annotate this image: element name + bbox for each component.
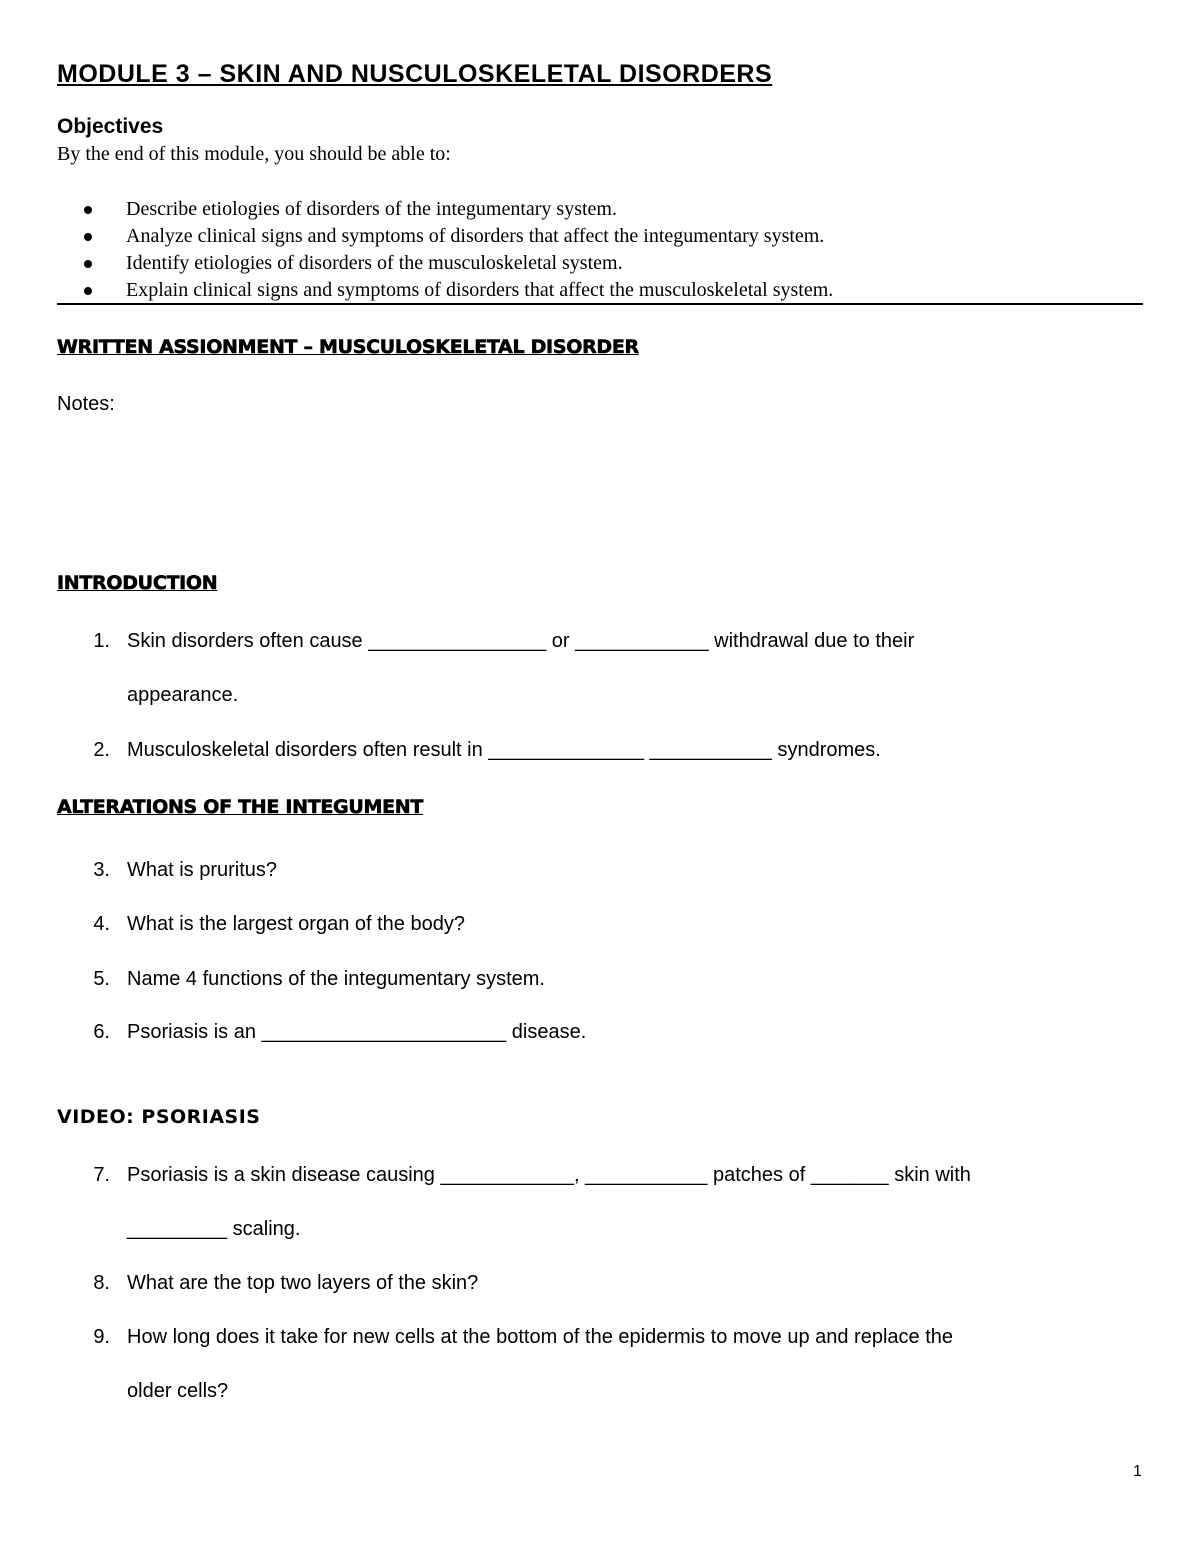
question-text: What are the top two layers of the skin? [127, 1272, 479, 1294]
bullet-icon [84, 233, 92, 241]
question-number: 6. [93, 1021, 110, 1043]
objective-item: Describe etiologies of disorders of the integumentary system. [84, 198, 833, 225]
question-number: 4. [93, 913, 110, 935]
section-divider [57, 303, 1143, 305]
question-number: 2. [93, 739, 110, 761]
bullet-icon [84, 287, 92, 295]
video-heading: VIDEO: PSORIASIS [57, 1106, 261, 1128]
introduction-heading: INTRODUCTION [57, 572, 218, 594]
objectives-heading: Objectives [57, 115, 164, 138]
question-text-continued: appearance. [127, 684, 239, 706]
question-number: 5. [93, 968, 110, 990]
alterations-heading: ALTERATIONS OF THE INTEGUMENT [57, 796, 424, 818]
page-number: 1 [1133, 1463, 1142, 1480]
question-text: What is pruritus? [127, 859, 278, 881]
objectives-intro: By the end of this module, you should be able to: [57, 143, 451, 165]
question-number: 8. [93, 1272, 110, 1294]
question-number: 7. [93, 1164, 110, 1186]
objective-item: Identify etiologies of disorders of the musculoskeletal system. [84, 252, 833, 279]
bullet-icon [84, 206, 92, 214]
page-title: MODULE 3 – SKIN AND NUSCULOSKELETAL DISORDERS [57, 60, 773, 88]
question-text: Skin disorders often cause ________________ or ____________ withdrawal due to their [127, 630, 915, 652]
question-number: 9. [93, 1326, 110, 1348]
objective-item: Explain clinical signs and symptoms of disorders that affect the musculoskeletal system. [84, 279, 833, 306]
question-text: Musculoskeletal disorders often result in ______________ ___________ syndromes. [127, 739, 881, 761]
bullet-icon [84, 260, 92, 268]
question-text-continued: _________ scaling. [127, 1218, 301, 1240]
question-text: Psoriasis is a skin disease causing ____________, ___________ patches of _______ skin with [127, 1164, 971, 1186]
objective-item: Analyze clinical signs and symptoms of disorders that affect the integumentary system. [84, 225, 833, 252]
question-text: Psoriasis is an ______________________ disease. [127, 1021, 587, 1043]
question-text-continued: older cells? [127, 1380, 229, 1402]
question-text: How long does it take for new cells at the bottom of the epidermis to move up and replace the [127, 1326, 954, 1348]
question-number: 1. [93, 630, 110, 652]
notes-label: Notes: [57, 393, 115, 415]
question-text: What is the largest organ of the body? [127, 913, 465, 935]
question-number: 3. [93, 859, 110, 881]
question-text: Name 4 functions of the integumentary system. [127, 968, 545, 990]
objectives-list [84, 198, 833, 306]
written-assignment-heading: WRITTEN ASSIONMENT – MUSCULOSKELETAL DISORDER [57, 336, 639, 358]
